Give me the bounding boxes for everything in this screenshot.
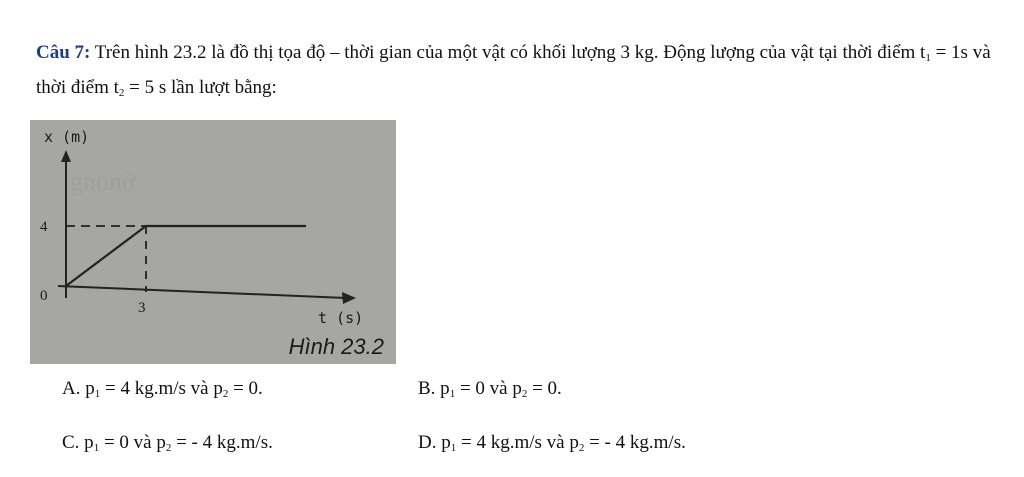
answer-c-prefix: C. p xyxy=(62,432,94,453)
origin-label: 0 xyxy=(40,288,48,304)
question-text-part-2: = 1s và thời điểm t xyxy=(36,42,991,98)
answer-a-prefix: A. p xyxy=(62,378,95,399)
subscript-1: 1 xyxy=(925,52,931,64)
question-text xyxy=(36,38,996,108)
answer-b-prefix: B. p xyxy=(418,378,450,399)
question-text-part-3: = 5 s lần lượt bằng: xyxy=(124,77,277,98)
answer-b-mid: = 0 và p xyxy=(455,378,522,399)
tick-x-3: 3 xyxy=(138,300,146,316)
y-axis-label: x (m) xyxy=(44,128,90,146)
answer-option-a[interactable] xyxy=(62,377,263,406)
answer-a-sub-2: 2 xyxy=(222,388,229,400)
question-label: Câu 7: xyxy=(36,42,91,63)
x-axis-arrow xyxy=(342,292,356,304)
position-time-graph xyxy=(30,120,396,364)
answer-b-sub-2: 2 xyxy=(521,388,528,400)
graph-line xyxy=(66,226,306,286)
answer-c-mid: = 0 và p xyxy=(99,432,166,453)
x-axis xyxy=(58,286,346,298)
x-axis-label: t (s) xyxy=(318,309,364,327)
ghost-text: gnonờ xyxy=(70,167,136,196)
answer-c-sub-2: 2 xyxy=(165,442,172,454)
answer-option-b[interactable] xyxy=(418,377,562,406)
answer-d-sub-1: 1 xyxy=(450,442,457,454)
answer-a-mid: = 4 kg.m/s và p xyxy=(100,378,223,399)
answer-b-sub-1: 1 xyxy=(449,388,456,400)
answer-option-d[interactable] xyxy=(418,431,686,460)
answer-d-mid: = 4 kg.m/s và p xyxy=(456,432,579,453)
answer-c-end: = - 4 kg.m/s. xyxy=(171,432,273,453)
question-text-part-1: Trên hình 23.2 là đồ thị tọa độ – thời gian của một vật có khối lượng 3 kg. Động lượng của vật tại thời điểm t xyxy=(90,42,926,63)
subscript-2: 2 xyxy=(118,87,125,99)
figure-caption: Hình 23.2 xyxy=(288,334,384,359)
graph-figure xyxy=(30,120,396,364)
tick-y-4: 4 xyxy=(40,219,48,235)
answer-d-sub-2: 2 xyxy=(578,442,585,454)
answer-option-c[interactable] xyxy=(62,431,273,460)
answer-a-end: = 0. xyxy=(228,378,263,399)
answer-d-end: = - 4 kg.m/s. xyxy=(584,432,686,453)
answer-d-prefix: D. p xyxy=(418,432,451,453)
answer-c-sub-1: 1 xyxy=(93,442,100,454)
y-axis-arrow xyxy=(61,150,71,162)
answer-b-end: = 0. xyxy=(527,378,562,399)
answer-a-sub-1: 1 xyxy=(94,388,101,400)
